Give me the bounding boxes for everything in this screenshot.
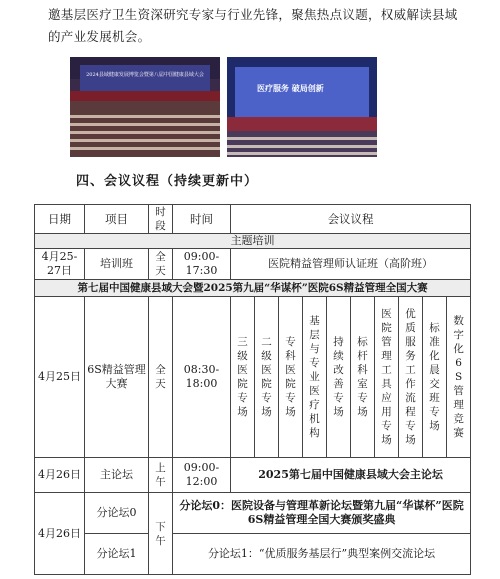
conference-stage-icon: [227, 57, 377, 157]
track-cell: 标杆科室专场: [351, 297, 375, 458]
cell-date: 4月26日: [35, 493, 85, 575]
banner-text-right: 医疗服务 破局创新: [257, 83, 324, 93]
cell-date: 4月26日: [35, 458, 85, 493]
header-date: 日期: [35, 205, 85, 234]
header-period: 时段: [149, 205, 173, 234]
track-cell: 三级医院专场: [231, 297, 255, 458]
table-row: [35, 458, 471, 493]
topic-row-contest: [35, 280, 471, 297]
cell-item: 培训班: [85, 249, 149, 280]
topic-training: 主题培训: [35, 234, 471, 249]
cell-item: 分论坛1: [85, 534, 149, 575]
header-time: 时间: [173, 205, 231, 234]
header-item: 项目: [85, 205, 149, 234]
cell-agenda: 医院精益管理师认证班（高阶班）: [231, 249, 471, 280]
cell-date: 4月25日: [35, 297, 85, 458]
cell-period: 上午: [149, 458, 173, 493]
topic-contest: 第七届中国健康县域大会暨2025第九届“华谋杯”医院6S精益管理全国大赛: [35, 280, 471, 297]
cell-period: 全天: [149, 297, 173, 458]
banner-text-left: 2024县域健康发展博览会暨第八届中国健康县域大会: [86, 72, 204, 78]
cell-item: 主论坛: [85, 458, 149, 493]
cell-item: 6S精益管理大赛: [85, 297, 149, 458]
cell-item: 分论坛0: [85, 493, 149, 534]
agenda-table: [34, 204, 471, 575]
header-agenda: 会议议程: [231, 205, 471, 234]
table-row: [35, 493, 471, 534]
cell-agenda: 分论坛1：“优质服务基层行”典型案例交流论坛: [173, 534, 471, 575]
intro-paragraph: 邀基层医疗卫生资深研究专家与行业先锋，聚焦热点议题，权威解读县域的产业发展机会。: [48, 7, 458, 44]
table-row: [35, 297, 471, 458]
cell-period: 全天: [149, 249, 173, 280]
cell-time: 08:30-18:00: [173, 297, 231, 458]
cell-time: 09:00-12:00: [173, 458, 231, 493]
section-title: 四、会议议程（持续更新中）: [76, 174, 259, 189]
track-cell: 医院管理工具应用专场: [375, 297, 399, 458]
conference-photo-right: [227, 57, 377, 157]
track-cell: 二级医院专场: [255, 297, 279, 458]
cell-date: 4月25-27日: [35, 249, 85, 280]
table-row: [35, 534, 471, 575]
track-cell: 标准化晨交班专场: [423, 297, 447, 458]
cell-time: 09:00-17:30: [173, 249, 231, 280]
topic-row-training: [35, 234, 471, 249]
track-cell: 优质服务工作流程专场: [399, 297, 423, 458]
cell-period: 下午: [149, 493, 173, 575]
table-header-row: [35, 205, 471, 234]
track-cell: 持续改善专场: [327, 297, 351, 458]
conference-photo-left: [70, 57, 220, 157]
track-cell: 数字化6S管理竞赛: [447, 297, 471, 458]
cell-agenda: 分论坛0：医院设备与管理革新论坛暨第九届“华谋杯”医院6S精益管理全国大赛颁奖盛典: [173, 493, 471, 534]
cell-agenda: 2025第七届中国健康县域大会主论坛: [231, 458, 471, 493]
table-row: [35, 249, 471, 280]
track-cell: 专科医院专场: [279, 297, 303, 458]
track-cell: 基层与专业医疗机构: [303, 297, 327, 458]
